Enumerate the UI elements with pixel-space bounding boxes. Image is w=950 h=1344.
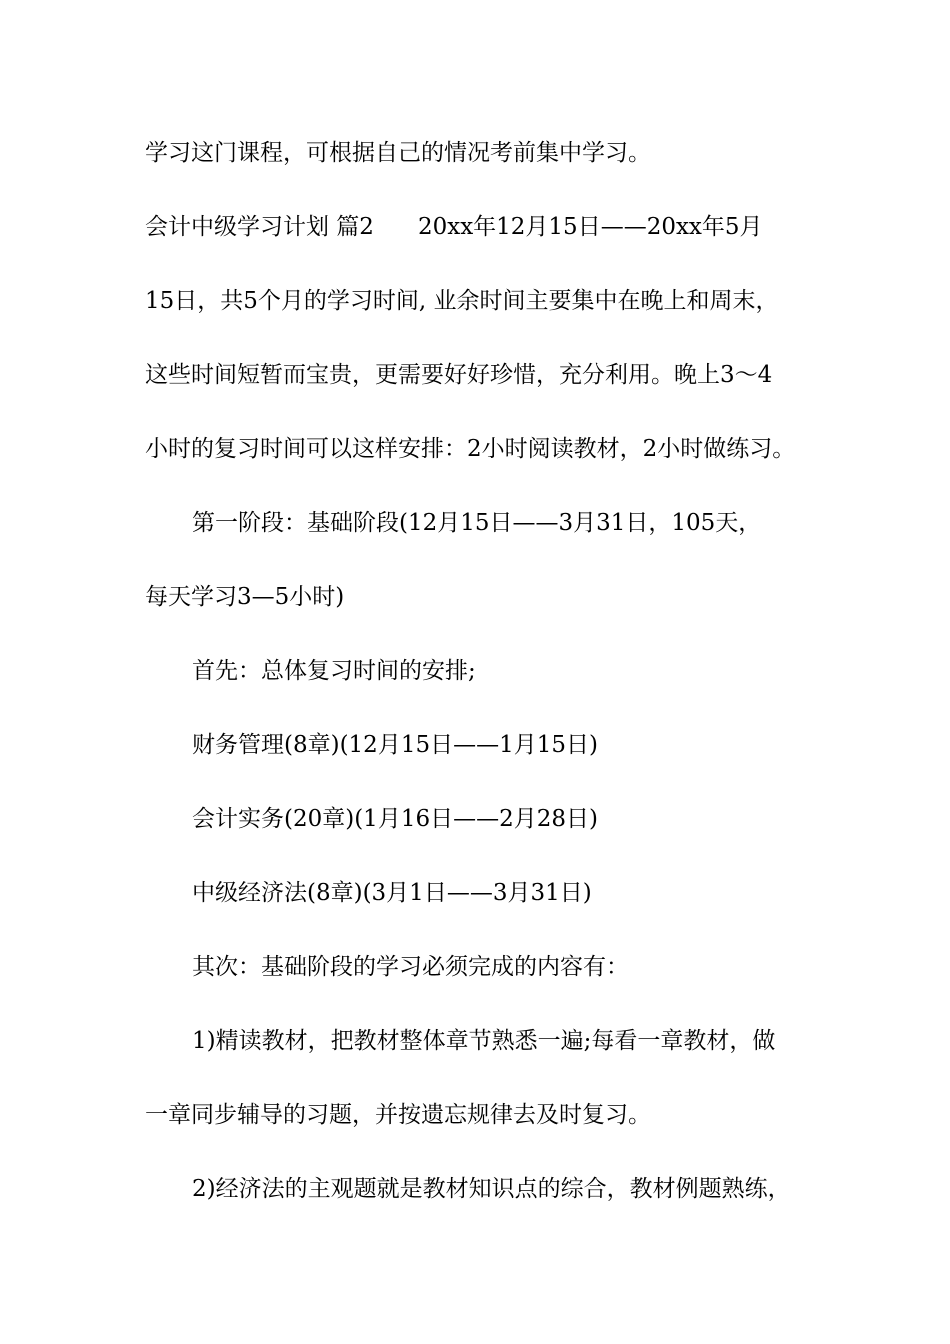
date-range-text: 20xx年12月15日——20xx年5月 <box>417 214 763 240</box>
text-line-14: 一章同步辅导的习题，并按遗忘规律去及时复习。 <box>145 1102 651 1128</box>
text-line-9: 财务管理(8章)(12月15日——1月15日) <box>192 732 598 758</box>
text-line-7: 每天学习3—5小时) <box>145 584 345 610</box>
text-line-1: 学习这门课程，可根据自己的情况考前集中学习。 <box>145 140 651 166</box>
text-line-12: 其次：基础阶段的学习必须完成的内容有： <box>192 954 629 980</box>
text-line-5: 小时的复习时间可以这样安排：2小时阅读教材，2小时做练习。 <box>145 436 796 462</box>
section-heading: 会计中级学习计划 篇2 <box>145 214 374 240</box>
text-line-3: 15日，共5个月的学习时间, 业余时间主要集中在晚上和周末， <box>145 288 779 314</box>
text-line-6: 第一阶段：基础阶段(12月15日——3月31日，105天， <box>192 510 762 536</box>
text-line-8: 首先：总体复习时间的安排; <box>192 658 476 684</box>
text-line-11: 中级经济法(8章)(3月1日——3月31日) <box>192 880 592 906</box>
text-line-2 <box>145 212 763 242</box>
text-line-13: 1)精读教材，把教材整体章节熟悉一遍;每看一章教材，做 <box>192 1028 776 1054</box>
text-line-4: 这些时间短暂而宝贵，更需要好好珍惜，充分利用。晚上3～4 <box>145 362 773 388</box>
text-line-10: 会计实务(20章)(1月16日——2月28日) <box>192 806 598 832</box>
text-line-15: 2)经济法的主观题就是教材知识点的综合，教材例题熟练， <box>192 1176 791 1202</box>
